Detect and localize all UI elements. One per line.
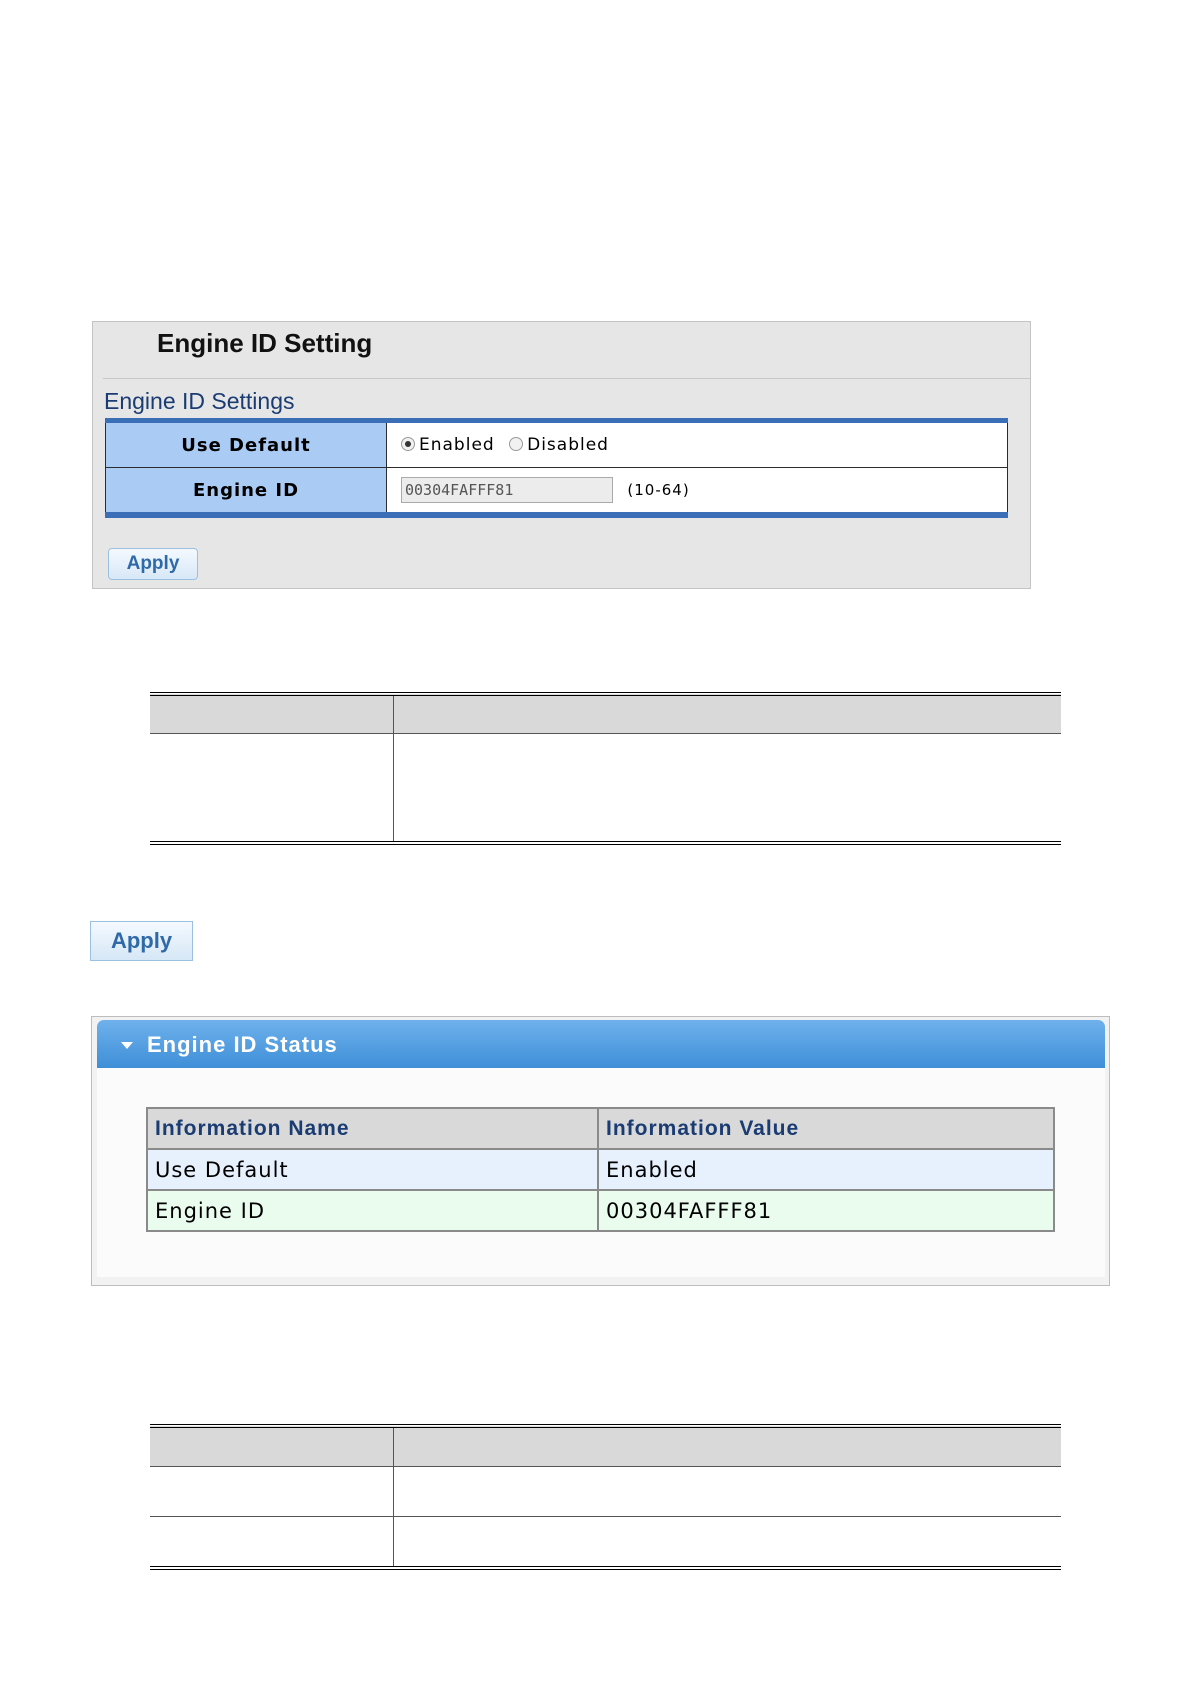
table-header-cell <box>150 1426 394 1467</box>
engine-id-status-panel <box>91 1016 1110 1286</box>
info-name-cell: Engine ID <box>147 1190 598 1231</box>
engine-id-row <box>106 468 1008 516</box>
table-cell <box>394 1517 1062 1569</box>
engine-id-range-hint: (10-64) <box>627 481 690 499</box>
column-header-value: Information Value <box>598 1108 1054 1149</box>
table-header-cell <box>394 1426 1062 1467</box>
disabled-radio-label[interactable]: Disabled <box>527 435 609 455</box>
table-row <box>147 1190 1054 1231</box>
table-header-row <box>150 1426 1061 1467</box>
info-value-cell: 00304FAFFF81 <box>598 1190 1054 1231</box>
status-panel-header[interactable] <box>97 1020 1105 1068</box>
divider <box>103 378 1030 379</box>
page-title: Engine ID Setting <box>157 328 373 358</box>
use-default-options <box>387 421 1008 468</box>
disabled-radio[interactable] <box>509 437 523 451</box>
table-header-cell <box>394 694 1062 734</box>
table-header-cell <box>150 694 394 734</box>
engine-id-form-table <box>105 418 1008 518</box>
table-row <box>150 1467 1061 1517</box>
enabled-radio-label[interactable]: Enabled <box>419 435 495 455</box>
table-cell <box>394 1467 1062 1517</box>
table-row <box>150 1517 1061 1569</box>
engine-id-input[interactable] <box>401 477 613 503</box>
table-cell <box>150 1517 394 1569</box>
engine-id-label: Engine ID <box>106 468 387 516</box>
status-panel-title: Engine ID Status <box>147 1032 338 1057</box>
use-default-row <box>106 421 1008 468</box>
enabled-radio[interactable] <box>401 437 415 451</box>
table-row <box>150 734 1061 844</box>
info-name-cell: Use Default <box>147 1149 598 1190</box>
status-description-table <box>150 1424 1061 1570</box>
info-value-cell: Enabled <box>598 1149 1054 1190</box>
column-header-name: Information Name <box>147 1108 598 1149</box>
table-cell <box>394 734 1062 844</box>
description-table <box>150 692 1061 845</box>
table-header-row <box>150 694 1061 734</box>
section-title: Engine ID Settings <box>104 388 295 414</box>
collapse-triangle-icon[interactable] <box>121 1042 133 1049</box>
table-cell <box>150 734 394 844</box>
engine-id-setting-panel <box>92 321 1031 589</box>
use-default-label: Use Default <box>106 421 387 468</box>
status-header-row <box>147 1108 1054 1149</box>
table-cell <box>150 1467 394 1517</box>
status-table <box>146 1107 1055 1232</box>
engine-id-cell <box>387 468 1008 516</box>
table-row <box>147 1149 1054 1190</box>
apply-button-large[interactable]: Apply <box>90 921 193 961</box>
apply-button[interactable]: Apply <box>108 548 198 580</box>
